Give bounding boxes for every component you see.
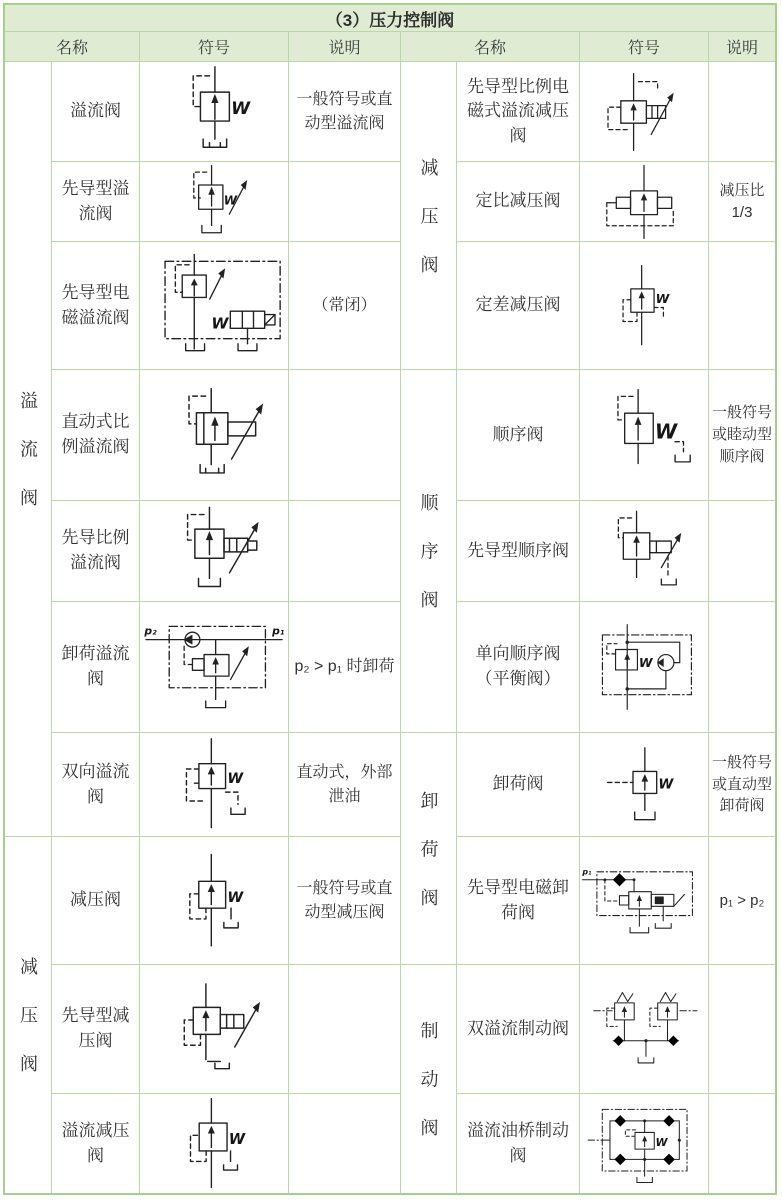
svg-text:W: W	[231, 98, 251, 119]
row-l3-symbol	[140, 242, 288, 369]
table-title: （3）压力控制阀	[5, 5, 775, 31]
pilot-proportional-relief-valve-symbol	[153, 505, 275, 597]
fixed-ratio-reducing-valve-symbol	[583, 164, 705, 240]
row-l4-desc	[289, 370, 400, 500]
row-r9-name: 双溢流制动阀	[457, 965, 579, 1093]
row-l8-desc: 一般符号或直动型减压阀	[289, 837, 400, 964]
row-l6-name: 卸荷溢流阀	[52, 602, 139, 732]
row-l6-symbol	[140, 602, 288, 732]
direct-proportional-relief-valve-symbol	[152, 385, 276, 485]
row-l2-desc	[289, 162, 400, 241]
relief-bridge-brake-valve-symbol	[583, 1095, 705, 1193]
svg-text:p₁: p₁	[582, 866, 592, 876]
svg-text:W: W	[211, 313, 229, 332]
row-l1-symbol	[140, 62, 288, 161]
reducing-valve-symbol	[154, 851, 274, 951]
row-r7-desc: 一般符号或直动型卸荷阀	[709, 733, 775, 836]
row-r6-desc	[709, 602, 775, 732]
row-l7-desc: 直动式，外部泄油	[289, 733, 400, 836]
row-l10-symbol	[140, 1094, 288, 1193]
row-r1-desc	[709, 62, 775, 161]
row-l8-symbol	[140, 837, 288, 964]
double-relief-brake-valve-symbol	[582, 973, 706, 1085]
category-sequence-valves: 顺序阀	[401, 370, 456, 732]
header-symbol-left: 符号	[140, 32, 288, 61]
pilot-solenoid-unloading-valve-symbol	[581, 854, 707, 948]
svg-text:W: W	[655, 1135, 668, 1149]
category-brake-valves: 制动阀	[401, 965, 456, 1193]
svg-text:W: W	[227, 770, 244, 787]
header-name-right: 名称	[401, 32, 579, 61]
svg-text:W: W	[655, 290, 670, 306]
header-desc-left: 说明	[289, 32, 400, 61]
row-r8-name: 先导型电磁卸荷阀	[457, 837, 579, 964]
row-l1-name: 溢流阀	[52, 62, 139, 161]
unloading-valve-symbol	[589, 742, 699, 828]
header-desc-right: 说明	[709, 32, 775, 61]
row-r5-symbol	[580, 501, 708, 601]
header-name-left: 名称	[5, 32, 139, 61]
category-unloading-valves: 卸荷阀	[401, 733, 456, 964]
row-r7-name: 卸荷阀	[457, 733, 579, 836]
pilot-sequence-valve-symbol	[582, 507, 706, 595]
pilot-relief-valve-symbol	[155, 164, 273, 240]
pilot-proportional-solenoid-relief-reducing-valve-symbol	[584, 67, 704, 157]
bidirectional-relief-valve-symbol	[154, 737, 274, 833]
row-l2-symbol	[140, 162, 288, 241]
row-l10-name: 溢流减压阀	[52, 1094, 139, 1193]
row-r3-desc	[709, 242, 775, 369]
relief-reducing-valve-symbol	[155, 1097, 273, 1191]
row-r3-symbol	[580, 242, 708, 369]
row-r4-name: 顺序阀	[457, 370, 579, 500]
svg-text:p₂: p₂	[144, 624, 157, 638]
header-symbol-right: 符号	[580, 32, 708, 61]
row-r9-symbol	[580, 965, 708, 1093]
row-r5-desc	[709, 501, 775, 601]
pilot-reducing-valve-symbol	[150, 981, 278, 1077]
row-l9-symbol	[140, 965, 288, 1093]
row-l8-name: 减压阀	[52, 837, 139, 964]
pilot-solenoid-relief-valve-symbol	[141, 247, 287, 365]
row-r10-name: 溢流油桥制动阀	[457, 1094, 579, 1193]
category-reducing-valves-right: 减压阀	[401, 62, 456, 369]
svg-text:W: W	[228, 1130, 246, 1148]
differential-reducing-valve-symbol	[592, 262, 696, 350]
row-l10-desc	[289, 1094, 400, 1193]
svg-text:W: W	[223, 192, 238, 207]
pressure-control-valve-table	[3, 3, 777, 1195]
row-l2-name: 先导型溢流阀	[52, 162, 139, 241]
svg-text:W: W	[638, 655, 653, 670]
row-r10-symbol	[580, 1094, 708, 1193]
row-r1-symbol	[580, 62, 708, 161]
row-l3-name: 先导型电磁溢流阀	[52, 242, 139, 369]
row-l5-symbol	[140, 501, 288, 601]
row-l4-symbol	[140, 370, 288, 500]
row-l3-desc: （常闭）	[289, 242, 400, 369]
row-l1-desc: 一般符号或直动型溢流阀	[289, 62, 400, 161]
row-l6-desc: p₂ > p₁ 时卸荷	[289, 602, 400, 732]
row-l5-desc	[289, 501, 400, 601]
svg-text:W: W	[227, 889, 244, 906]
row-r2-name: 定比减压阀	[457, 162, 579, 241]
one-way-sequence-valve-symbol	[582, 607, 706, 727]
row-r10-desc	[709, 1094, 775, 1193]
row-r6-symbol	[580, 602, 708, 732]
row-r4-symbol	[580, 370, 708, 500]
row-r2-desc: 减压比 1/3	[709, 162, 775, 241]
svg-text:p₁: p₁	[272, 624, 285, 638]
row-r3-name: 定差减压阀	[457, 242, 579, 369]
row-l5-name: 先导比例溢流阀	[52, 501, 139, 601]
row-l4-name: 直动式比例溢流阀	[52, 370, 139, 500]
relief-valve-symbol	[154, 65, 274, 159]
category-reducing-valves-left: 减压阀	[5, 837, 51, 1193]
row-r2-symbol	[580, 162, 708, 241]
row-r5-name: 先导型顺序阀	[457, 501, 579, 601]
row-l7-symbol	[140, 733, 288, 836]
row-r8-symbol	[580, 837, 708, 964]
category-relief-valves: 溢流阀	[5, 62, 51, 836]
svg-text:W: W	[658, 775, 674, 792]
sequence-valve-symbol	[581, 382, 707, 488]
row-l7-name: 双向溢流阀	[52, 733, 139, 836]
row-r6-name: 单向顺序阀（平衡阀）	[457, 602, 579, 732]
row-r8-desc: p₁ > p₂	[709, 837, 775, 964]
row-r4-desc: 一般符号或睦动型顺序阀	[709, 370, 775, 500]
svg-text:W: W	[654, 419, 678, 444]
row-l9-desc	[289, 965, 400, 1093]
row-l9-name: 先导型减压阀	[52, 965, 139, 1093]
row-r9-desc	[709, 965, 775, 1093]
row-r7-symbol	[580, 733, 708, 836]
row-r1-name: 先导型比例电磁式溢流减压阀	[457, 62, 579, 161]
unloading-relief-valve-symbol	[141, 609, 287, 725]
